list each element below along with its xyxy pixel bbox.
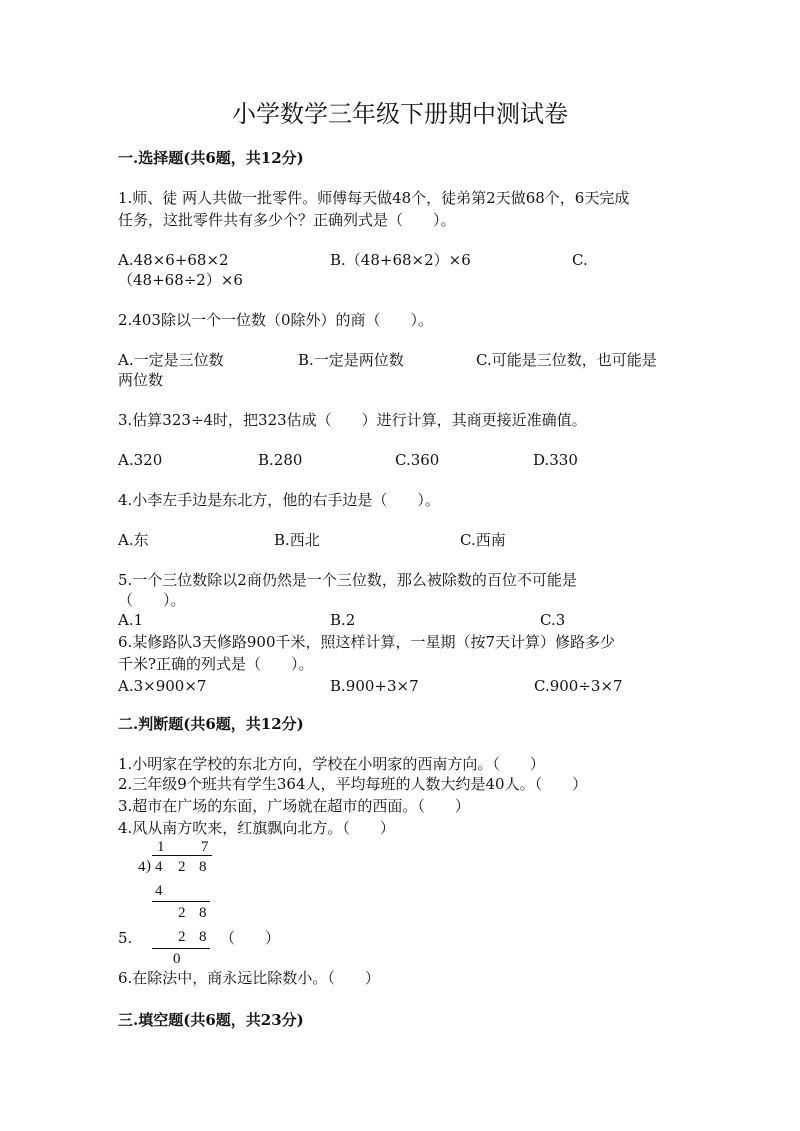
option-c: C. (572, 251, 588, 269)
section-heading-choice: 一.选择题(共6题，共12分) (118, 149, 304, 167)
judge-item: 5. (118, 929, 133, 947)
question-stem: 1.师、徒 两人共做一批零件。师傅每天做48个，徒弟第2天做68个，6天完成 (118, 189, 630, 207)
option-c: C.900÷3×7 (534, 677, 623, 695)
option-a: A.一定是三位数 (118, 351, 224, 369)
question-stem: 千米?正确的列式是（ ）。 (118, 655, 314, 673)
step-digit: 8 (199, 929, 207, 945)
option-b: B.2 (330, 611, 356, 629)
option-b: B.一定是两位数 (298, 351, 404, 369)
question-stem: 6.某修路队3天修路900千米，照这样计算，一星期（按7天计算）修路多少 (118, 633, 616, 651)
option-b: B.西北 (274, 531, 320, 549)
step-digit: 8 (199, 905, 207, 921)
division-bar (152, 855, 212, 856)
option-c: C.3 (540, 611, 566, 629)
option-a: A.3×900×7 (118, 677, 207, 695)
step-digit: 2 (178, 905, 186, 921)
question-stem: （ ）。 (118, 591, 186, 609)
question-stem: 3.估算323÷4时，把323估成（ ）进行计算，其商更接近准确值。 (118, 411, 587, 429)
division-line (152, 948, 210, 949)
remainder: 0 (173, 951, 181, 967)
dividend-digit: 8 (199, 859, 207, 875)
judge-item: 2.三年级9个班共有学生364人，平均每班的人数大约是40人。（ ） (118, 775, 588, 793)
section-heading-judge: 二.判断题(共6题，共12分) (118, 715, 304, 733)
option-c: C.可能是三位数，也可能是 (476, 351, 657, 369)
judge-item: 6.在除法中，商永远比除数小。（ ） (118, 969, 380, 987)
option-d: D.330 (533, 451, 578, 469)
page-title: 小学数学三年级下册期中测试卷 (232, 100, 568, 128)
option-a: A.东 (118, 531, 149, 549)
question-stem: 5.一个三位数除以2商仍然是一个三位数，那么被除数的百位不可能是 (118, 571, 577, 589)
section-heading-fill: 三.填空题(共6题，共23分) (118, 1011, 304, 1029)
step-digit: 2 (178, 929, 186, 945)
long-division-diagram (138, 838, 228, 968)
quotient-digit: 7 (201, 839, 209, 855)
option-a: A.320 (118, 451, 163, 469)
step-digit: 4 (155, 883, 163, 899)
option-a: A.1 (118, 611, 144, 629)
option-b: B.900+3×7 (330, 677, 419, 695)
option-c: C.360 (395, 451, 440, 469)
divisor: 4 (138, 859, 146, 875)
judge-item: 1.小明家在学校的东北方向，学校在小明家的西南方向。（ ） (118, 755, 545, 773)
division-bracket: ) (146, 858, 151, 874)
option-b: B.280 (258, 451, 303, 469)
question-stem: 4.小李左手边是东北方，他的右手边是（ ）。 (118, 491, 440, 509)
option-c: C.西南 (460, 531, 506, 549)
division-line (152, 901, 210, 902)
judge-item: 3.超市在广场的东面，广场就在超市的西面。（ ） (118, 797, 470, 815)
question-stem: 2.403除以一个一位数（0除外）的商（ ）。 (118, 311, 433, 329)
option-c-cont: （48+68÷2）×6 (118, 271, 243, 289)
question-stem: 任务，这批零件共有多少个？正确列式是（ ）。 (118, 211, 456, 229)
option-a: A.48×6+68×2 (118, 251, 229, 269)
option-c-cont: 两位数 (118, 371, 164, 389)
quotient-digit: 1 (157, 839, 165, 855)
option-b: B.（48+68×2）×6 (330, 251, 471, 269)
judge-item-paren: （ ） (220, 929, 281, 947)
judge-item: 4.风从南方吹来，红旗飘向北方。（ ） (118, 819, 395, 837)
dividend-digit: 2 (178, 859, 186, 875)
dividend-digit: 4 (155, 859, 163, 875)
